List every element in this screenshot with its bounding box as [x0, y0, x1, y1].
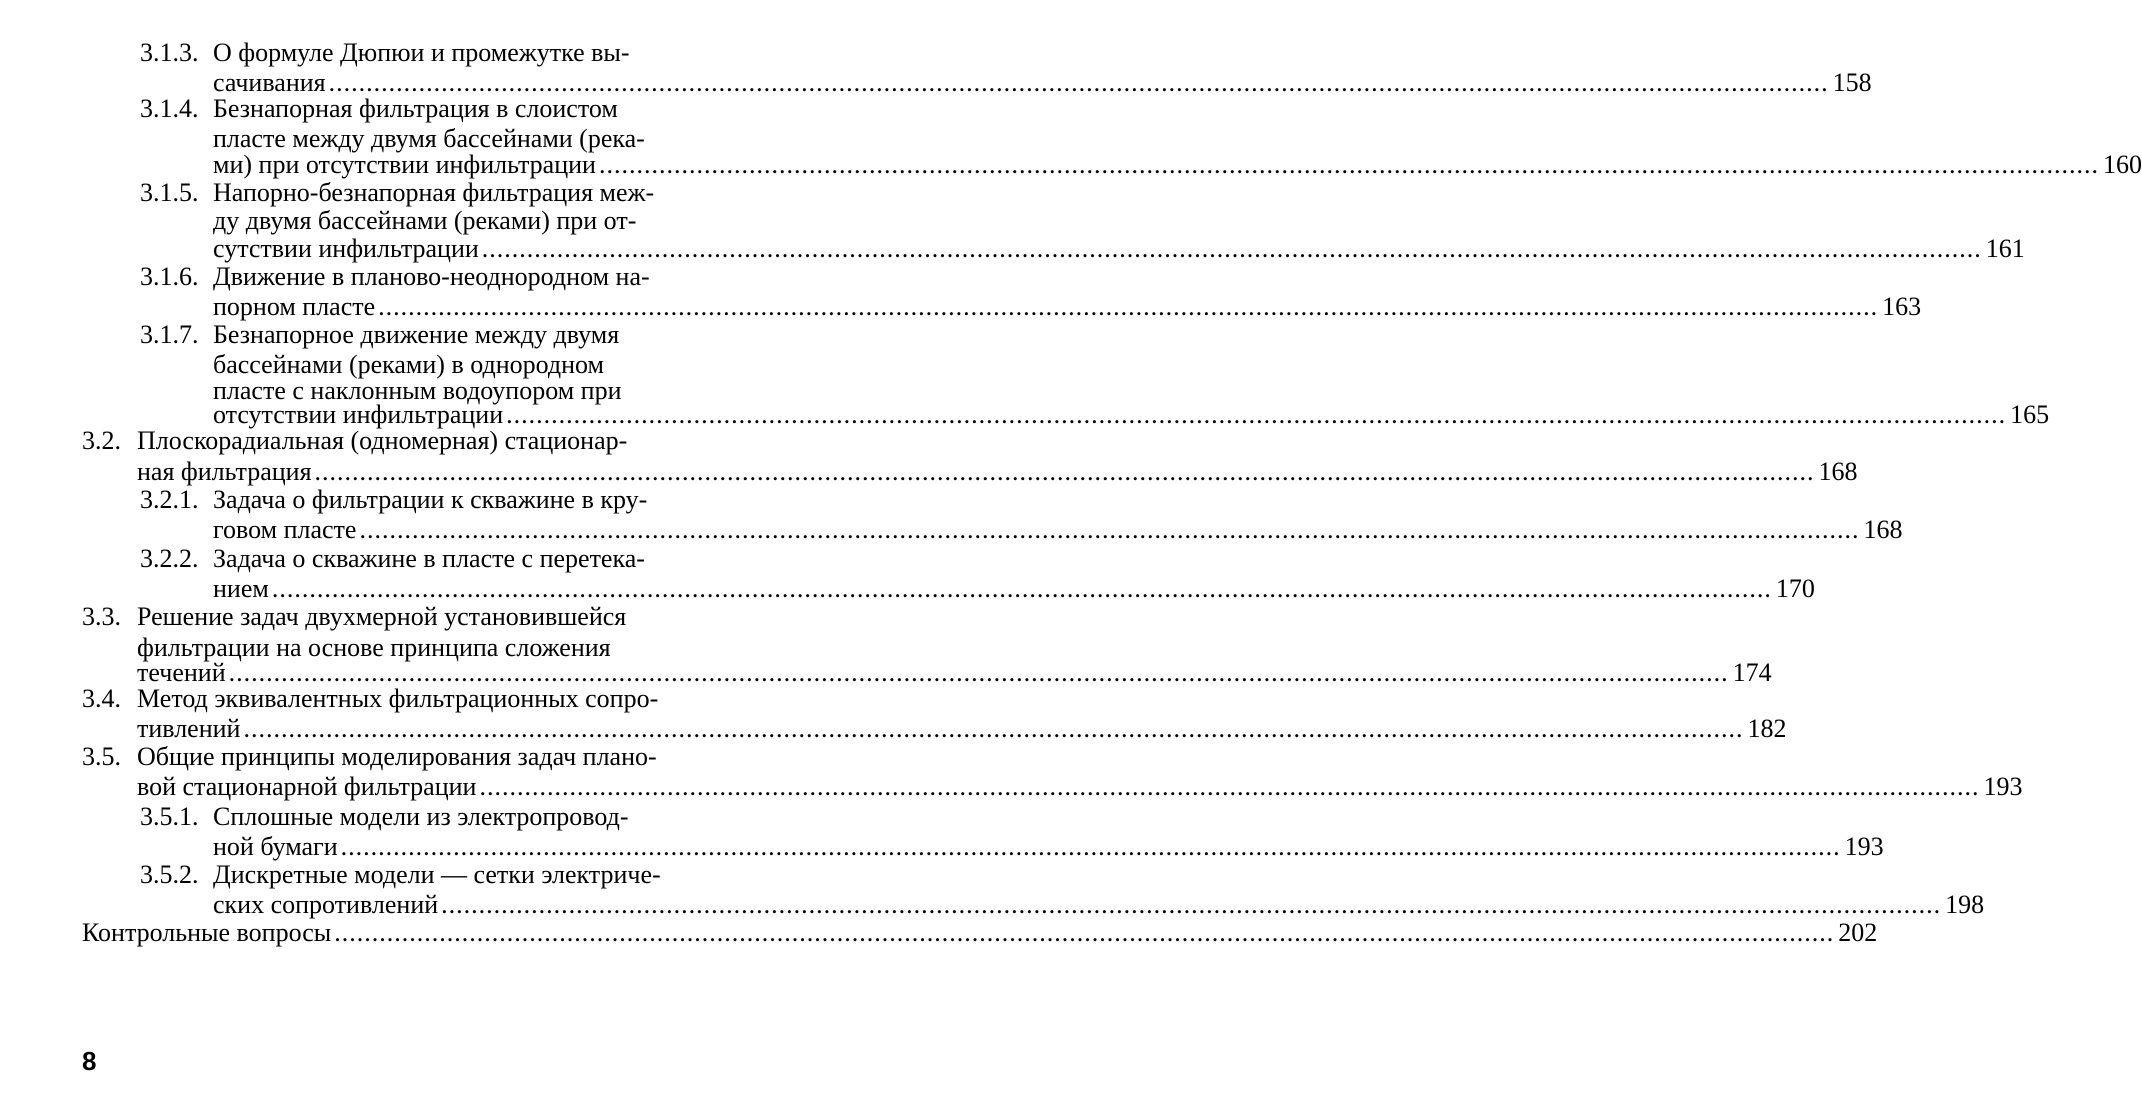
section-number: 3.4.	[82, 684, 121, 713]
section-number: 3.1.5.	[140, 178, 199, 207]
section-title-line: порном пласте	[213, 292, 376, 321]
dot-leader: ........................................................................................................................................................................................................	[598, 150, 2099, 179]
page-ref: 170	[1775, 574, 1815, 603]
section-title-line: Решение задач двухмерной установившейся	[137, 602, 627, 631]
section-number: 3.2.	[82, 426, 121, 455]
section-title-line: сутствии инфильтрации	[213, 234, 479, 263]
page-ref: 158	[1832, 68, 1872, 97]
section-title-line: Контрольные вопросы	[82, 918, 332, 947]
section-number: 3.2.1.	[140, 485, 199, 514]
section-title-line: Общие принципы моделирования задач плано-	[137, 742, 657, 771]
section-title-line: вой стационарной фильтрации	[137, 772, 477, 801]
section-title-line: Плоскорадиальная (одномерная) стационар-	[137, 426, 628, 455]
page-ref: 202	[1838, 918, 1878, 947]
dot-leader: ........................................................................................................................................................................................................	[340, 832, 1841, 861]
section-title-line: Движение в планово-неоднородном на-	[213, 262, 650, 291]
section-title-line: О формуле Дюпюи и промежутке вы-	[213, 38, 630, 67]
page-ref: 168	[1818, 457, 1858, 486]
section-title-line: течений	[137, 658, 226, 687]
page-ref: 182	[1747, 714, 1787, 743]
page-ref: 163	[1882, 292, 1922, 321]
section-title-line: бассейнами (реками) в однородном	[213, 350, 604, 379]
dot-leader: ........................................................................................................................................................................................................	[228, 658, 1729, 687]
section-title-line: фильтрации на основе принципа сложения	[137, 633, 611, 662]
section-number: 3.1.7.	[140, 320, 199, 349]
page-ref: 168	[1863, 515, 1903, 544]
section-title-line: отсутствии инфильтрации	[213, 400, 504, 429]
section-number: 3.5.1.	[140, 802, 199, 831]
section-title-line: ми) при отсутствии инфильтрации	[213, 150, 596, 179]
dot-leader: ........................................................................................................................................................................................................	[334, 918, 1835, 947]
section-number: 3.5.2.	[140, 860, 199, 889]
section-title-line: Дискретные модели — сетки электриче-	[213, 860, 661, 889]
page-ref: 161	[1985, 234, 2025, 263]
page-ref: 160	[2102, 150, 2142, 179]
section-title-line: нием	[213, 574, 269, 603]
dot-leader: ........................................................................................................................................................................................................	[271, 574, 1772, 603]
section-number: 3.1.3.	[140, 38, 199, 67]
dot-leader: ........................................................................................................................................................................................................	[359, 515, 1860, 544]
section-title-line: ная фильтрация	[137, 457, 312, 486]
dot-leader: ........................................................................................................................................................................................................	[378, 292, 1879, 321]
page-ref: 193	[1844, 832, 1884, 861]
page-ref: 165	[2010, 400, 2050, 429]
section-number: 3.2.2.	[140, 544, 199, 573]
section-title-line: Безнапорное движение между двумя	[213, 320, 620, 349]
page-ref: 193	[1983, 772, 2023, 801]
section-title-line: Задача о фильтрации к скважине в кру-	[213, 485, 648, 514]
section-title-line: ских сопротивлений	[213, 890, 439, 919]
dot-leader: ........................................................................................................................................................................................................	[328, 68, 1829, 97]
page-ref: 174	[1732, 658, 1772, 687]
dot-leader: ........................................................................................................................................................................................................	[481, 234, 1982, 263]
section-title-line: Безнапорная фильтрация в слоистом	[213, 94, 618, 123]
section-title-line: пласте с наклонным водоупором при	[213, 376, 622, 405]
section-number: 3.5.	[82, 742, 121, 771]
section-title-line: тивлений	[137, 714, 241, 743]
dot-leader: ........................................................................................................................................................................................................	[506, 400, 2007, 429]
section-number: 3.3.	[82, 602, 121, 631]
dot-leader: ........................................................................................................................................................................................................	[243, 714, 1744, 743]
dot-leader: ........................................................................................................................................................................................................	[479, 772, 1980, 801]
section-title-line: Задача о скважине в пласте с перетека-	[213, 544, 645, 573]
section-title-line: говом пласте	[213, 515, 357, 544]
section-title-line: Метод эквивалентных фильтрационных сопро-	[137, 684, 659, 713]
dot-leader: ........................................................................................................................................................................................................	[314, 457, 1815, 486]
section-title-line: Напорно-безнапорная фильтрация меж-	[213, 178, 655, 207]
dot-leader: ........................................................................................................................................................................................................	[441, 890, 1942, 919]
section-number: 3.1.6.	[140, 262, 199, 291]
section-title-line: пласте между двумя бассейнами (река-	[213, 124, 645, 153]
section-title-line: сачивания	[213, 68, 326, 97]
page-number: 8	[82, 1046, 97, 1076]
section-title-line: ной бумаги	[213, 832, 338, 861]
section-title-line: ду двумя бассейнами (реками) при от-	[213, 206, 637, 235]
section-number: 3.1.4.	[140, 94, 199, 123]
section-title-line: Сплошные модели из электропровод-	[213, 802, 629, 831]
page-ref: 198	[1945, 890, 1985, 919]
